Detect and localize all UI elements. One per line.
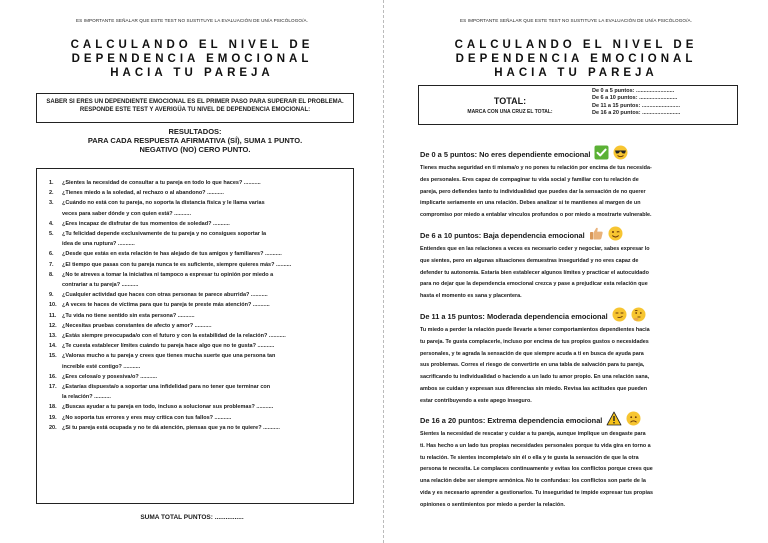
results-line: PARA CADA RESPUESTA AFIRMATIVA (SÍ), SUMA 1 PUNTO. xyxy=(87,135,303,145)
question-item xyxy=(49,290,349,300)
question-item xyxy=(49,300,349,310)
disclaimer: ES IMPORTANTE SEÑALAR QUE ESTE TEST NO SUSTITUYE LA EVALUACIÓN DE UN/A PSICÓLOGO/A. xyxy=(75,18,308,23)
question-number: 13. xyxy=(49,333,57,340)
question-number: 1. xyxy=(49,180,54,186)
question-line: ¿Estarías dispuesta/o a soportar una infidelidad para no tener que terminar con xyxy=(62,384,271,391)
question-item xyxy=(49,413,349,423)
question-item xyxy=(49,229,349,249)
question-item xyxy=(49,351,349,371)
question-line: ¿Te cuesta establecer límites cuándo tu pareja hace algo que no te gusta? ........... xyxy=(62,343,275,350)
question-number: 3. xyxy=(49,200,54,207)
question-line: idea de una ruptura? ........... xyxy=(62,241,135,248)
question-line: la relación? ........... xyxy=(62,394,111,401)
question-line: ¿Eres incapaz de disfrutar de tus momentos de soledad? ........... xyxy=(62,220,230,227)
question-item xyxy=(49,178,349,188)
section-6-10 xyxy=(420,228,740,303)
question-line: ¿Valoras mucho a tu pareja y crees que tienes mucha suerte que una persona tan xyxy=(62,353,276,360)
section-line: Entiendes que en las relaciones a veces es necesario ceder y negociar, sabes expresar lo xyxy=(420,246,650,252)
question-item xyxy=(49,331,349,341)
section-line: compromiso por miedo a entablar vínculos profundos o por miedo a mostrarte vulnerable. xyxy=(420,212,652,219)
section-body xyxy=(420,429,740,512)
section-heading xyxy=(420,413,740,429)
question-number: 17. xyxy=(49,384,57,391)
question-line: ¿Cuándo no está con tu pareja, no soporta la distancia física y le llama varias xyxy=(62,200,265,207)
title-line: DEPENDENCIA EMOCIONAL xyxy=(71,53,313,65)
score-range-line: De 16 a 20 puntos: ......................... xyxy=(592,110,681,117)
question-number: 8. xyxy=(49,271,54,278)
score-ranges xyxy=(592,88,732,118)
question-number: 11. xyxy=(49,312,57,319)
question-number: 5. xyxy=(49,231,54,238)
question-item xyxy=(49,341,349,351)
title-line: CALCULANDO EL NIVEL DE xyxy=(70,39,314,51)
question-line: ¿Eres celosa/o y posesiva/o? ........... xyxy=(62,373,158,380)
section-heading-text: De 6 a 10 puntos: Baja dependencia emocional xyxy=(420,231,585,240)
score-range-line: De 0 a 5 puntos: ......................... xyxy=(592,88,675,94)
question-item xyxy=(49,321,349,331)
page-title xyxy=(0,38,384,80)
section-0-5 xyxy=(420,147,740,222)
question-line: increíble esté contigo? ........... xyxy=(62,363,141,370)
question-number: 6. xyxy=(49,251,54,258)
question-line: ¿Necesitas pruebas constantes de afecto y amor? ........... xyxy=(62,322,212,329)
section-body xyxy=(420,244,740,303)
disclaimer: ES IMPORTANTE SEÑALAR QUE ESTE TEST NO SUSTITUYE LA EVALUACIÓN DE UN/A PSICÓLOGO/A. xyxy=(459,18,692,23)
section-body xyxy=(420,325,740,408)
results-line: NEGATIVO (NO) CERO PUNTO. xyxy=(139,144,251,154)
question-item xyxy=(49,270,349,290)
results-instructions xyxy=(36,128,354,154)
section-line: estar contribuyendo a este apego inseguro. xyxy=(420,397,532,404)
section-line: sacrificando tu individualidad o haciendo a un lado tu amor propio. En una relación sana, xyxy=(420,374,650,381)
section-line: vida y es necesario aprender a gestionarlos. Tu inseguridad te impide expresar tus propias xyxy=(420,489,653,496)
question-number: 14. xyxy=(49,343,57,350)
question-item xyxy=(49,219,349,229)
total-title: TOTAL: xyxy=(493,96,527,106)
question-line: ¿Tu vida no tiene sentido sin esta persona? ........... xyxy=(62,312,195,319)
score-range-line: De 11 a 15 puntos: ......................... xyxy=(592,102,681,109)
question-number: 4. xyxy=(49,220,54,227)
question-number: 20. xyxy=(49,424,57,431)
question-item xyxy=(49,423,349,433)
section-line: Tu miedo a perder la relación puede llevarte a tener comportamientos dependientes hacia xyxy=(420,327,650,333)
section-line: Tienes mucha seguridad en ti misma/o y no pones tu relación por encima de tus necesida- xyxy=(420,165,652,171)
section-11-15 xyxy=(420,309,740,408)
title-line: DEPENDENCIA EMOCIONAL xyxy=(455,53,697,65)
question-number: 7. xyxy=(49,261,54,268)
section-line: personales, y te agrada la sensación de que siempre acuda a ti en busca de ayuda para xyxy=(420,350,644,357)
question-number: 16. xyxy=(49,373,57,380)
score-range-line: De 6 a 10 puntos: ......................... xyxy=(592,95,678,102)
question-item xyxy=(49,311,349,321)
section-heading xyxy=(420,147,740,163)
section-line: hasta el momento es sana y placentera. xyxy=(420,293,522,300)
question-line: ¿Desde que estás en esta relación te has alejado de tus amigos y familiares? ........... xyxy=(62,251,282,258)
question-item xyxy=(49,198,349,218)
question-line: ¿Tu felicidad depende exclusivamente de tu pareja y no consigues soportar la xyxy=(62,231,267,238)
section-heading-text: De 11 a 15 puntos: Moderada dependencia emocional xyxy=(420,312,608,321)
section-line: tu pareja. Te gusta complacerle, incluso por encima de tus propios gustos o necesidades xyxy=(420,338,649,345)
section-line: que sientes, pero en algunas situaciones demuestras inseguridad y no eres capaz de xyxy=(420,257,639,264)
question-item xyxy=(49,382,349,402)
title-line: HACIA TU PAREJA xyxy=(110,67,274,79)
question-number: 10. xyxy=(49,302,57,309)
title-line: HACIA TU PAREJA xyxy=(494,67,658,79)
question-number: 9. xyxy=(49,292,54,299)
section-line: pareja, pero defiendes tanto tu individualidad que puedes dar la sensación de no querer xyxy=(420,188,646,195)
question-number: 19. xyxy=(49,414,57,421)
section-line: sus problemas. Corres el riesgo de convertirte en una tabla de salvación para tu pareja, xyxy=(420,362,645,369)
question-line: contrariar a tu pareja? ........... xyxy=(62,282,139,289)
question-line: ¿Tienes miedo a la soledad, al rechazo o al abandono? ........... xyxy=(62,190,224,197)
section-line: opiniones o sentimientos por miedo a perder la relación. xyxy=(420,501,565,508)
section-heading-text: De 16 a 20 puntos: Extrema dependencia emocional xyxy=(420,416,603,425)
question-item xyxy=(49,402,349,412)
question-line: ¿Si tu pareja está ocupada y no te dá atención, piensas que ya no te quiere? ........... xyxy=(62,424,280,431)
questions-box xyxy=(36,168,354,504)
section-line: ti. Has hecho a un lado tus propias necesidades personales porque tu vida gira en torno a xyxy=(420,442,651,449)
question-item xyxy=(49,249,349,259)
question-item xyxy=(49,372,349,382)
section-body xyxy=(420,163,740,222)
page-title xyxy=(384,38,768,80)
section-line: des personales. Eres capaz de compaginar tu vida social y familiar con tu relación de xyxy=(420,176,639,183)
total-instruction: MARCA CON UNA CRUZ EL TOTAL: xyxy=(467,109,553,115)
question-line: ¿Buscas ayudar a tu pareja en todo, incluso a solucionar sus problemas? ........... xyxy=(62,404,274,411)
question-line: ¿A veces te haces de víctima para que tu pareja te preste más atención? ........... xyxy=(62,302,270,309)
section-line: defender tu autonomía. Estaría bien establecer algunos límites y practicar el autocuidado xyxy=(420,269,649,276)
question-line: ¿Estás siempre preocupada/o con el futuro y con la estabilidad de la relación? ........... xyxy=(62,333,286,340)
section-16-20 xyxy=(420,413,740,512)
question-number: 12. xyxy=(49,322,57,329)
question-item xyxy=(49,188,349,198)
question-line: ¿Sientes la necesidad de consultar a tu pareja en todo lo que haces? ........... xyxy=(62,180,261,186)
sum-total: SUMA TOTAL PUNTOS: ................ xyxy=(140,514,244,521)
question-line: ¿No te atreves a tomar la iniciativa ni tampoco a expresar tu opinión por miedo a xyxy=(62,271,274,278)
section-line: implicarte seriamente en una relación. Debes analizar si te mantienes al margen de un xyxy=(420,200,641,207)
section-heading xyxy=(420,228,740,244)
question-line: ¿El tiempo que pasas con tu pareja nunca te es suficiente, siempre quieres más? .......... xyxy=(62,261,292,268)
section-line: ambos se cuidan y expresan sus diferencias sin miedo. Revisa las actitudes que pueden xyxy=(420,385,648,392)
question-line: ¿Cualquier actividad que haces con otras personas te parece aburrida? ........... xyxy=(62,292,268,299)
question-item xyxy=(49,260,349,270)
question-number: 15. xyxy=(49,353,57,360)
title-line: CALCULANDO EL NIVEL DE xyxy=(454,39,698,51)
section-line: una relación debe ser siempre armónica. No te confundas: los conflictos son parte de la xyxy=(420,478,646,485)
question-line: veces para saber dónde y con quien está? ........... xyxy=(62,210,191,217)
question-number: 18. xyxy=(49,404,57,411)
question-line: ¿No soporta tus errores y eres muy crítica con tus fallos? ........... xyxy=(62,414,232,421)
section-line: para no dejar que la dependencia emocional crezca y pase a prejudicar esta relación que xyxy=(420,281,648,288)
section-line: tu relación. Te sientes incompleta/o sin él o ella y te gusta la sensación de que la otra xyxy=(420,454,639,461)
question-number: 2. xyxy=(49,190,54,197)
section-heading-text: De 0 a 5 puntos: No eres dependiente emocional xyxy=(420,150,591,159)
section-line: Sientes la necesidad de rescatar y cuidar a tu pareja, aunque implique un desgaste para xyxy=(420,431,646,437)
section-heading xyxy=(420,309,740,325)
intro-box: SABER SI ERES UN DEPENDIENTE EMOCIONAL ES EL PRIMER PASO PARA SUPERAR EL PROBLEMA. RESPONDE ESTE TEST Y AVERIGÜA TU NIVEL DE DEPENDENCIA EMOCIONAL: xyxy=(36,93,354,123)
results-line: RESULTADOS: xyxy=(168,127,222,136)
section-line: persona te necesita. Le complaces continuamente y evitas los conflictos porque crees que xyxy=(420,466,653,473)
